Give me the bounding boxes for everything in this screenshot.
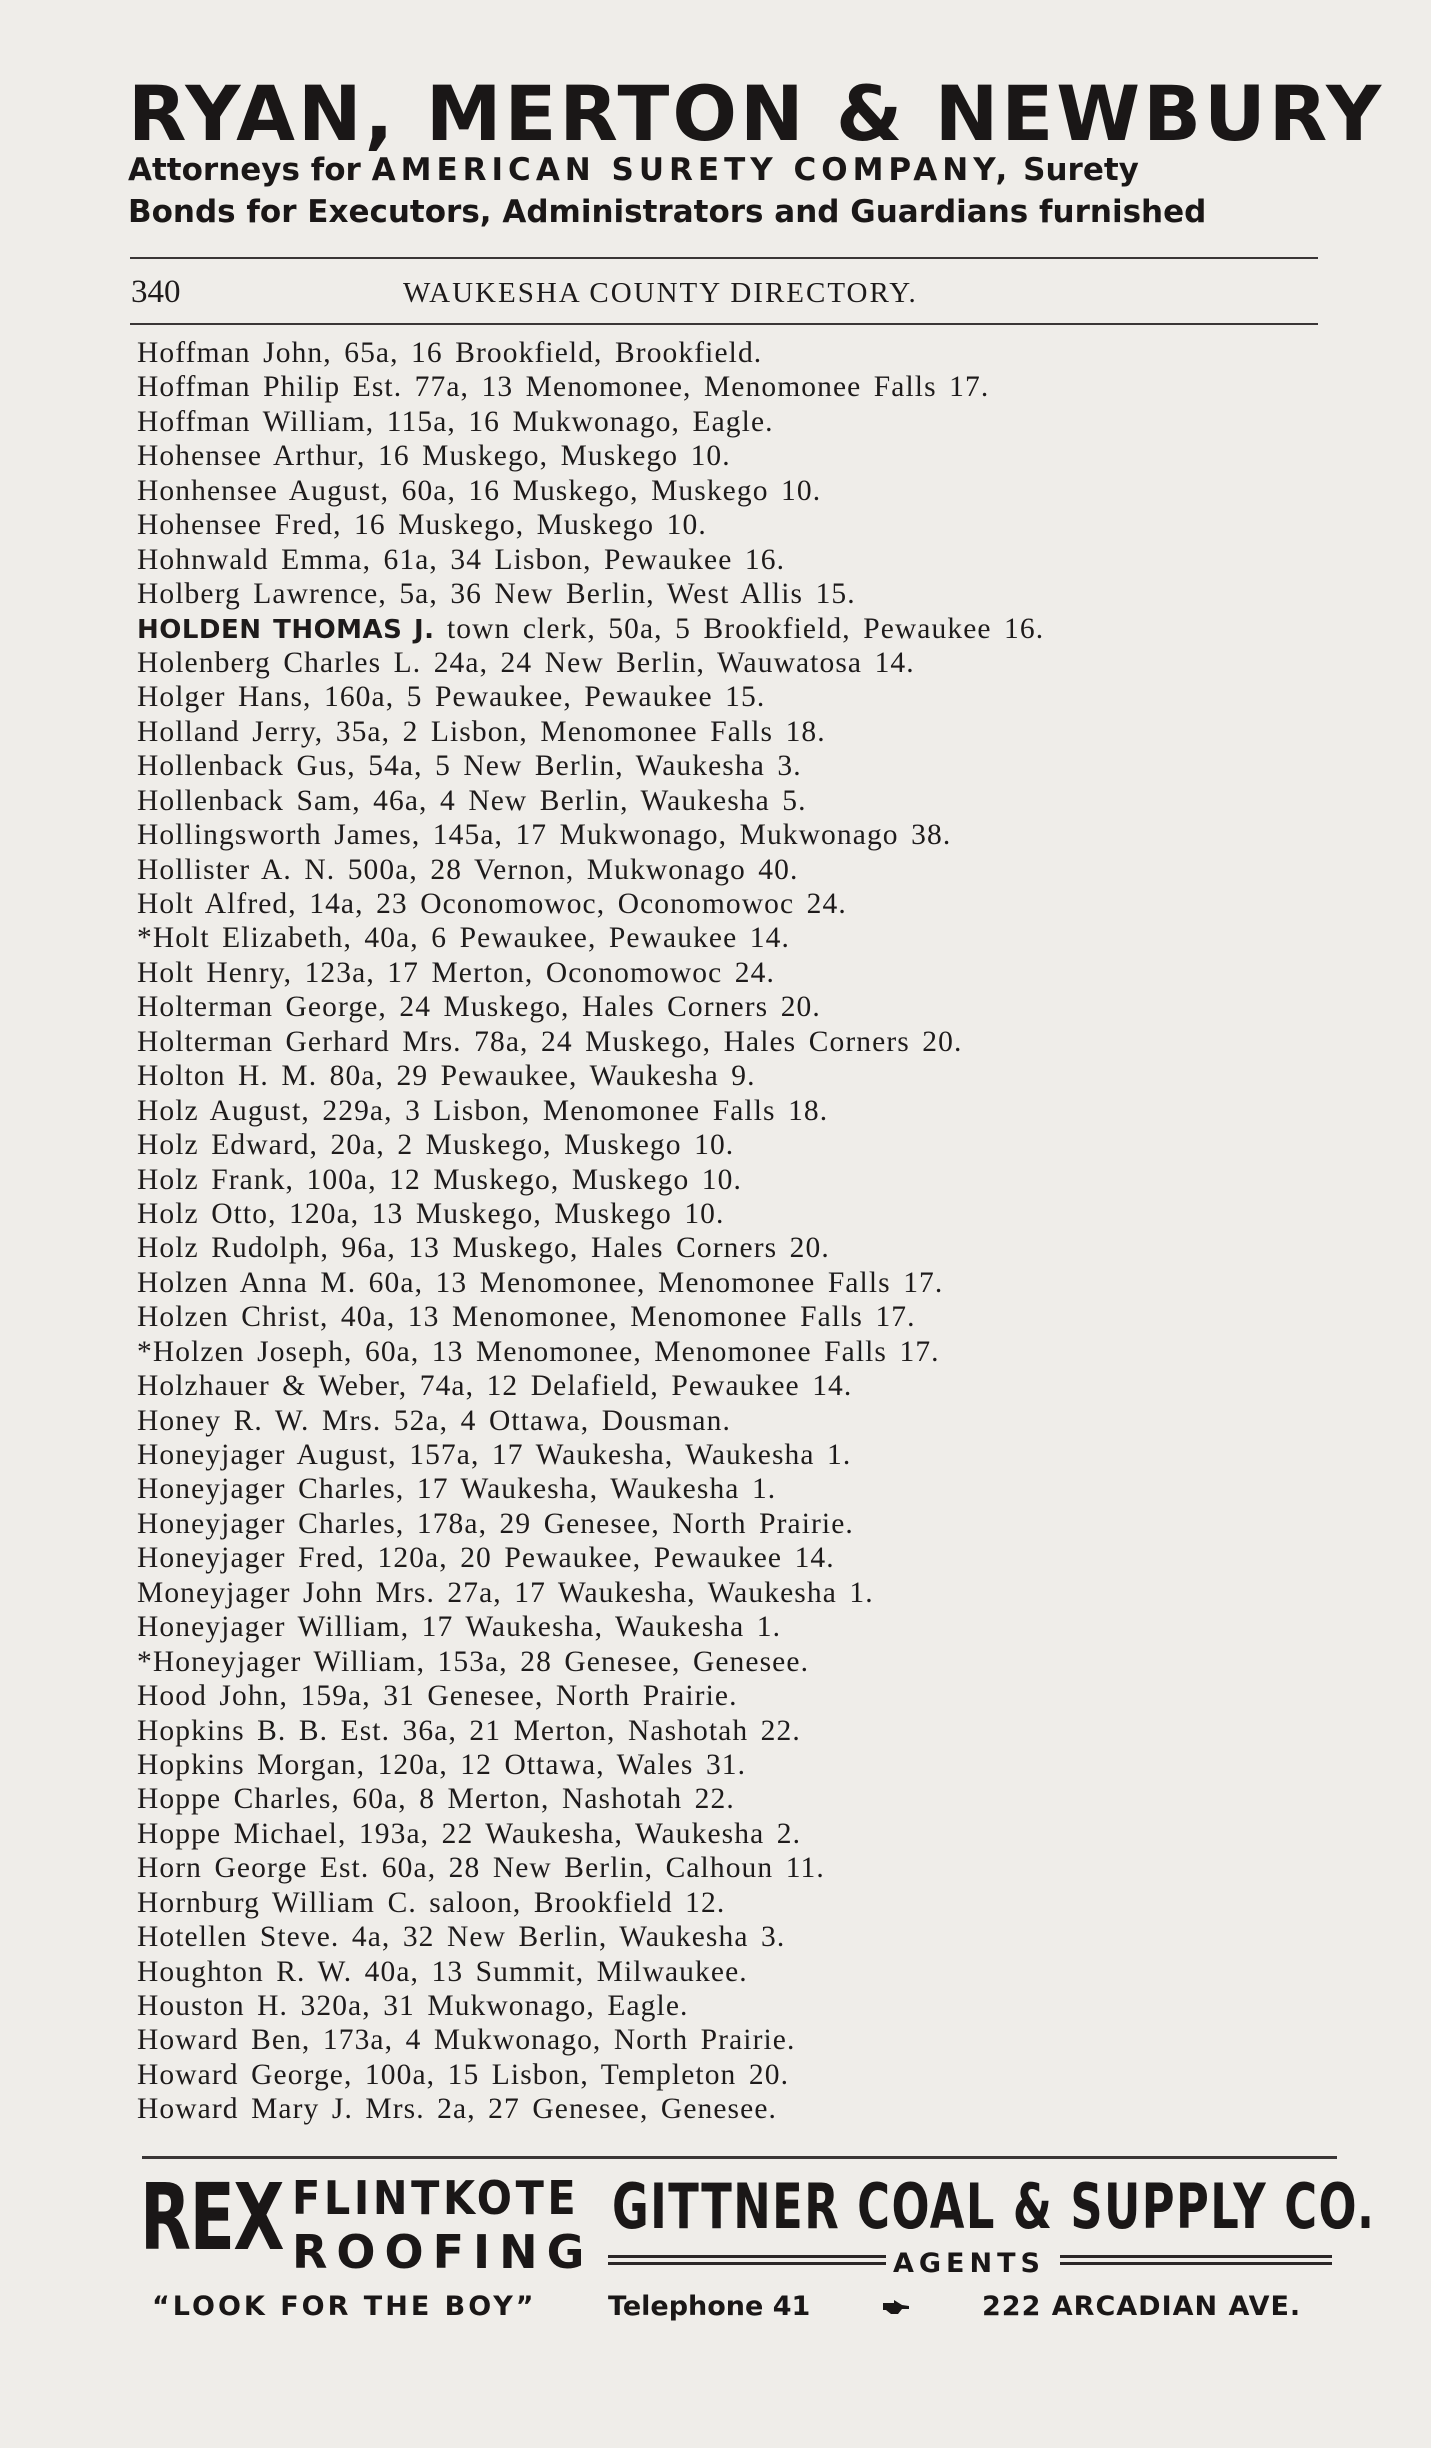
directory-entry <box>137 921 1297 955</box>
footer-ad-slogan: “LOOK FOR THE BOY” <box>152 2291 537 2322</box>
directory-entry <box>137 1782 1297 1816</box>
directory-entry <box>137 1748 1297 1782</box>
entry-text: Houston H. 320a, 31 Mukwonago, Eagle. <box>137 1990 689 2022</box>
entry-text: Honeyjager Charles, 17 Waukesha, Waukesha 1. <box>137 1473 777 1506</box>
directory-entry <box>137 818 1297 852</box>
directory-entry <box>137 2058 1297 2092</box>
directory-entry <box>137 680 1297 714</box>
entry-text: Holberg Lawrence, 5a, 36 New Berlin, West Allis 15. <box>137 578 856 611</box>
directory-entry <box>137 543 1297 577</box>
header-ad-company: AMERICAN SURETY COMPANY, <box>371 152 1013 188</box>
footer-ad-agents: AGENTS <box>893 2248 1045 2279</box>
directory-entry <box>137 1128 1297 1162</box>
entry-text: Holt Alfred, 14a, 23 Oconomowoc, Oconomowoc 24. <box>137 888 847 920</box>
header-ad-firm-name: RYAN, MERTON & NEWBURY <box>128 69 1385 158</box>
directory-entry <box>137 784 1297 818</box>
directory-entry <box>137 887 1297 921</box>
directory-entry <box>137 1989 1297 2023</box>
directory-entry <box>137 370 1297 404</box>
entry-text: Hoppe Michael, 193a, 22 Waukesha, Waukesha 2. <box>137 1817 802 1850</box>
entry-text: Holt Henry, 123a, 17 Merton, Oconomowoc 24. <box>137 956 775 989</box>
footer-ad-product-line-1: FLINTKOTE <box>292 2171 580 2225</box>
entry-text: Holzen Anna M. 60a, 13 Menomonee, Menomonee Falls 17. <box>137 1266 944 1299</box>
directory-entry <box>137 1851 1297 1885</box>
directory-entry <box>137 1025 1297 1059</box>
directory-entry <box>137 1197 1297 1231</box>
directory-entry <box>137 1610 1297 1644</box>
directory-entry <box>137 439 1297 473</box>
directory-entry <box>137 1507 1297 1541</box>
entry-text: Hood John, 159a, 31 Genesee, North Prairie. <box>137 1680 738 1713</box>
entry-text: Hoffman Philip Est. 77a, 13 Menomonee, Menomonee Falls 17. <box>137 371 990 404</box>
entry-text: Honey R. W. Mrs. 52a, 4 Ottawa, Dousman. <box>137 1404 731 1437</box>
directory-entry <box>137 1231 1297 1265</box>
directory-entry <box>137 749 1297 783</box>
entry-text: Holz Frank, 100a, 12 Muskego, Muskego 10. <box>137 1163 742 1196</box>
entry-text: *Holzen Joseph, 60a, 13 Menomonee, Menomonee Falls 17. <box>137 1335 940 1368</box>
directory-entry <box>137 1266 1297 1300</box>
entry-text: Hoffman William, 115a, 16 Mukwonago, Eagle. <box>137 405 774 438</box>
entry-text: Horn George Est. 60a, 28 New Berlin, Calhoun 11. <box>137 1852 825 1885</box>
entry-text: Holton H. M. 80a, 29 Pewaukee, Waukesha 9. <box>137 1060 756 1093</box>
directory-entry <box>137 956 1297 990</box>
header-rule <box>130 257 1318 259</box>
entry-text: Howard Mary J. Mrs. 2a, 27 Genesee, Genesee. <box>137 2093 777 2126</box>
entry-text: Holterman Gerhard Mrs. 78a, 24 Muskego, Hales Corners 20. <box>137 1025 963 1058</box>
directory-entry <box>137 715 1297 749</box>
agents-rule-left <box>608 2255 886 2265</box>
directory-entry <box>137 1438 1297 1472</box>
directory-entry <box>137 1163 1297 1197</box>
entry-text: Hohensee Arthur, 16 Muskego, Muskego 10. <box>137 440 731 473</box>
directory-entry <box>137 474 1297 508</box>
directory-entry <box>137 1920 1297 1954</box>
directory-entry <box>137 1094 1297 1128</box>
entry-text: Hopkins B. B. Est. 36a, 21 Merton, Nashotah 22. <box>137 1714 801 1747</box>
directory-entry <box>137 1576 1297 1610</box>
directory-entry <box>137 853 1297 887</box>
directory-entry <box>137 1714 1297 1748</box>
entry-text: Holterman George, 24 Muskego, Hales Corners 20. <box>137 991 821 1024</box>
pointing-hand-icon <box>882 2297 910 2317</box>
directory-entry <box>137 405 1297 439</box>
running-head-rule <box>130 323 1318 325</box>
directory-entry <box>137 1886 1297 1920</box>
entry-text: Holland Jerry, 35a, 2 Lisbon, Menomonee Falls 18. <box>137 715 826 748</box>
entry-text: Hollenback Gus, 54a, 5 New Berlin, Waukesha 3. <box>137 750 802 783</box>
directory-entry <box>137 1955 1297 1989</box>
footer-ad-company: GITTNER COAL & SUPPLY CO. <box>612 2170 1376 2243</box>
entry-text: Howard Ben, 173a, 4 Mukwonago, North Prairie. <box>137 2024 796 2057</box>
entry-text: Hoppe Charles, 60a, 8 Merton, Nashotah 22. <box>137 1783 735 1816</box>
footer-rule <box>142 2156 1337 2159</box>
entry-text: Holenberg Charles L. 24a, 24 New Berlin, Wauwatosa 14. <box>137 646 915 679</box>
entry-text: Holz Rudolph, 96a, 13 Muskego, Hales Corners 20. <box>137 1232 830 1265</box>
page-number: 340 <box>131 274 181 310</box>
entry-text: *Honeyjager William, 153a, 28 Genesee, Genesee. <box>137 1645 810 1678</box>
entry-bold-name: HOLDEN THOMAS J. <box>137 614 435 645</box>
entry-text: Hollister A. N. 500a, 28 Vernon, Mukwonago 40. <box>137 853 799 886</box>
entry-text: Holzen Christ, 40a, 13 Menomonee, Menomonee Falls 17. <box>137 1301 916 1334</box>
directory-listing <box>137 336 1297 2127</box>
header-ad-line-1-lead: Attorneys for <box>128 152 361 188</box>
directory-entry <box>137 1404 1297 1438</box>
entry-text: Holz Otto, 120a, 13 Muskego, Muskego 10. <box>137 1197 725 1230</box>
entry-text: Hopkins Morgan, 120a, 12 Ottawa, Wales 31. <box>137 1748 747 1781</box>
entry-text: Howard George, 100a, 15 Lisbon, Templeton 20. <box>137 2058 790 2091</box>
entry-text: Hotellen Steve. 4a, 32 New Berlin, Waukesha 3. <box>137 1921 786 1954</box>
running-title: WAUKESHA COUNTY DIRECTORY. <box>403 277 918 309</box>
agents-rule-right <box>1060 2255 1332 2265</box>
directory-entry <box>137 1817 1297 1851</box>
header-ad-line-1-tail: Surety <box>1023 152 1139 188</box>
directory-entry <box>137 508 1297 542</box>
directory-entry <box>137 1335 1297 1369</box>
directory-entry <box>137 2092 1297 2126</box>
entry-text: Hohnwald Emma, 61a, 34 Lisbon, Pewaukee 16. <box>137 543 786 576</box>
entry-text: Moneyjager John Mrs. 27a, 17 Waukesha, Waukesha 1. <box>137 1576 874 1609</box>
entry-text: Holz Edward, 20a, 2 Muskego, Muskego 10. <box>137 1129 735 1162</box>
entry-text: *Holt Elizabeth, 40a, 6 Pewaukee, Pewaukee 14. <box>137 922 790 955</box>
directory-entry <box>137 646 1297 680</box>
entry-text: Honeyjager August, 157a, 17 Waukesha, Waukesha 1. <box>137 1439 852 1471</box>
directory-entry <box>137 1369 1297 1403</box>
directory-entry <box>137 1472 1297 1506</box>
entry-text: Honeyjager Fred, 120a, 20 Pewaukee, Pewaukee 14. <box>137 1542 835 1575</box>
entry-text: Honhensee August, 60a, 16 Muskego, Muskego 10. <box>137 474 822 507</box>
entry-text: Holz August, 229a, 3 Lisbon, Menomonee Falls 18. <box>137 1094 829 1127</box>
directory-entry <box>137 1300 1297 1334</box>
directory-entry <box>137 336 1297 370</box>
entry-text: Hollenback Sam, 46a, 4 New Berlin, Waukesha 5. <box>137 784 807 817</box>
footer-ad-product-line-2: ROOFING <box>292 2225 594 2279</box>
entry-text: Houghton R. W. 40a, 13 Summit, Milwaukee. <box>137 1955 748 1988</box>
entry-text: Honeyjager Charles, 178a, 29 Genesee, North Prairie. <box>137 1507 854 1540</box>
footer-ad-telephone: Telephone 41 <box>608 2291 811 2322</box>
entry-text: Holzhauer & Weber, 74a, 12 Delafield, Pewaukee 14. <box>137 1370 853 1403</box>
directory-entry <box>137 1541 1297 1575</box>
entry-text: Hohensee Fred, 16 Muskego, Muskego 10. <box>137 509 707 542</box>
entry-text: Holger Hans, 160a, 5 Pewaukee, Pewaukee 15. <box>137 681 766 714</box>
directory-entry <box>137 577 1297 611</box>
directory-entry <box>137 990 1297 1024</box>
entry-text: town clerk, 50a, 5 Brookfield, Pewaukee 16. <box>434 612 1045 645</box>
directory-entry <box>137 1059 1297 1093</box>
entry-text: Hollingsworth James, 145a, 17 Mukwonago, Mukwonago 38. <box>137 819 952 852</box>
footer-ad-brand: REX <box>140 2164 284 2271</box>
directory-entry <box>137 1645 1297 1679</box>
header-ad-line-2: Bonds for Executors, Administrators and Guardians furnished <box>128 194 1207 230</box>
entry-text: Hornburg William C. saloon, Brookfield 12. <box>137 1886 726 1919</box>
entry-text: Honeyjager William, 17 Waukesha, Waukesha 1. <box>137 1611 782 1644</box>
header-ad-line-1 <box>128 150 1318 190</box>
footer-ad-address: 222 ARCADIAN AVE. <box>982 2291 1302 2322</box>
directory-entry <box>137 612 1297 646</box>
directory-entry <box>137 1679 1297 1713</box>
directory-entry <box>137 2023 1297 2057</box>
entry-text: Hoffman John, 65a, 16 Brookfield, Brookfield. <box>137 337 763 369</box>
